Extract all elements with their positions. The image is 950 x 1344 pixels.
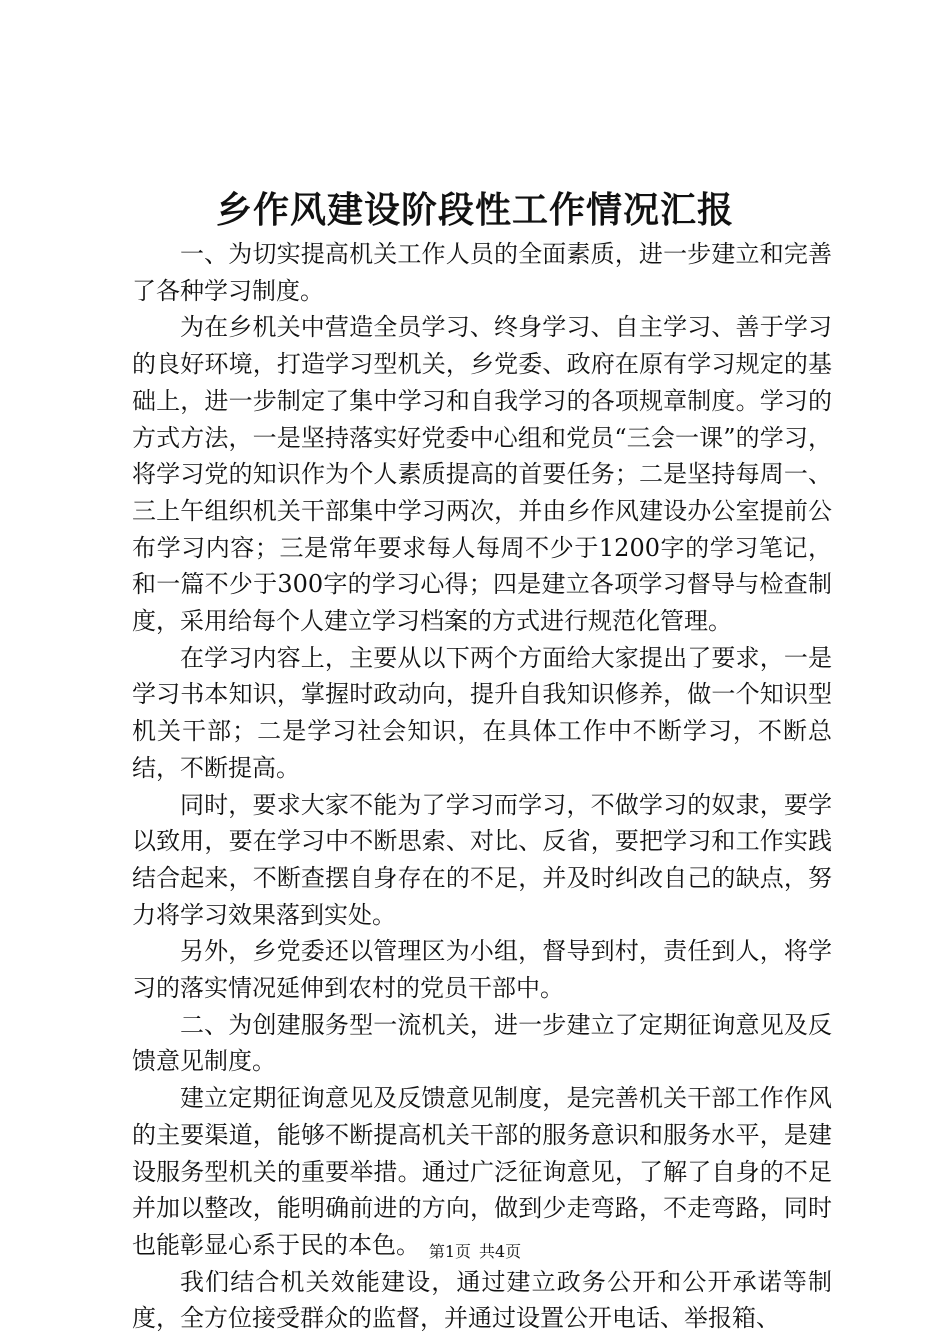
paragraph-8: 我们结合机关效能建设，通过建立政务公开和公开承诺等制度，全方位接受群众的监督，并通过设置公开电话、举报箱、	[132, 1267, 832, 1333]
page-footer	[0, 1242, 950, 1262]
page-number: 第1页	[428, 1242, 471, 1261]
paragraph-3: 在学习内容上，主要从以下两个方面给大家提出了要求，一是学习书本知识，掌握时政动向，提升自我知识修养，做一个知识型机关干部；二是学习社会知识，在具体工作中不断学习，不断总结，不断提高。	[132, 643, 832, 782]
paragraph-6: 二、为创建服务型一流机关，进一步建立了定期征询意见及反馈意见制度。	[132, 1010, 832, 1076]
page-total: 共4页	[479, 1242, 522, 1261]
paragraph-7: 建立定期征询意见及反馈意见制度，是完善机关干部工作作风的主要渠道，能够不断提高机关干部的服务意识和服务水平，是建设服务型机关的重要举措。通过广泛征询意见，了解了自身的不足并加以整改，能明确前进的方向，做到少走弯路，不走弯路，同时也能彰显心系于民的本色。	[132, 1084, 832, 1259]
paragraph-2: 为在乡机关中营造全员学习、终身学习、自主学习、善于学习的良好环境，打造学习型机关，乡党委、政府在原有学习规定的基础上，进一步制定了集中学习和自我学习的各项规章制度。学习的方式方法，一是坚持落实好党委中心组和党员“三会一课”的学习，将学习党的知识作为个人素质提高的首要任务；二是坚持每周一、三上午组织机关干部集中学习两次，并由乡作风建设办公室提前公布学习内容；三是常年要求每人每周不少于1200字的学习笔记，和一篇不少于300字的学习心得；四是建立各项学习督导与检查制度，采用给每个人建立学习档案的方式进行规范化管理。	[132, 313, 832, 636]
paragraph-1: 一、为切实提高机关工作人员的全面素质，进一步建立和完善了各种学习制度。	[132, 240, 832, 305]
document-title: 乡作风建设阶段性工作情况汇报	[215, 189, 734, 231]
paragraph-4: 同时，要求大家不能为了学习而学习，不做学习的奴隶，要学以致用，要在学习中不断思索、对比、反省，要把学习和工作实践结合起来，不断查摆自身存在的不足，并及时纠改自己的缺点，努力将学习效果落到实处。	[132, 790, 832, 929]
paragraph-5: 另外，乡党委还以管理区为小组，督导到村，责任到人，将学习的落实情况延伸到农村的党员干部中。	[132, 937, 832, 1003]
document-body	[132, 236, 832, 1337]
